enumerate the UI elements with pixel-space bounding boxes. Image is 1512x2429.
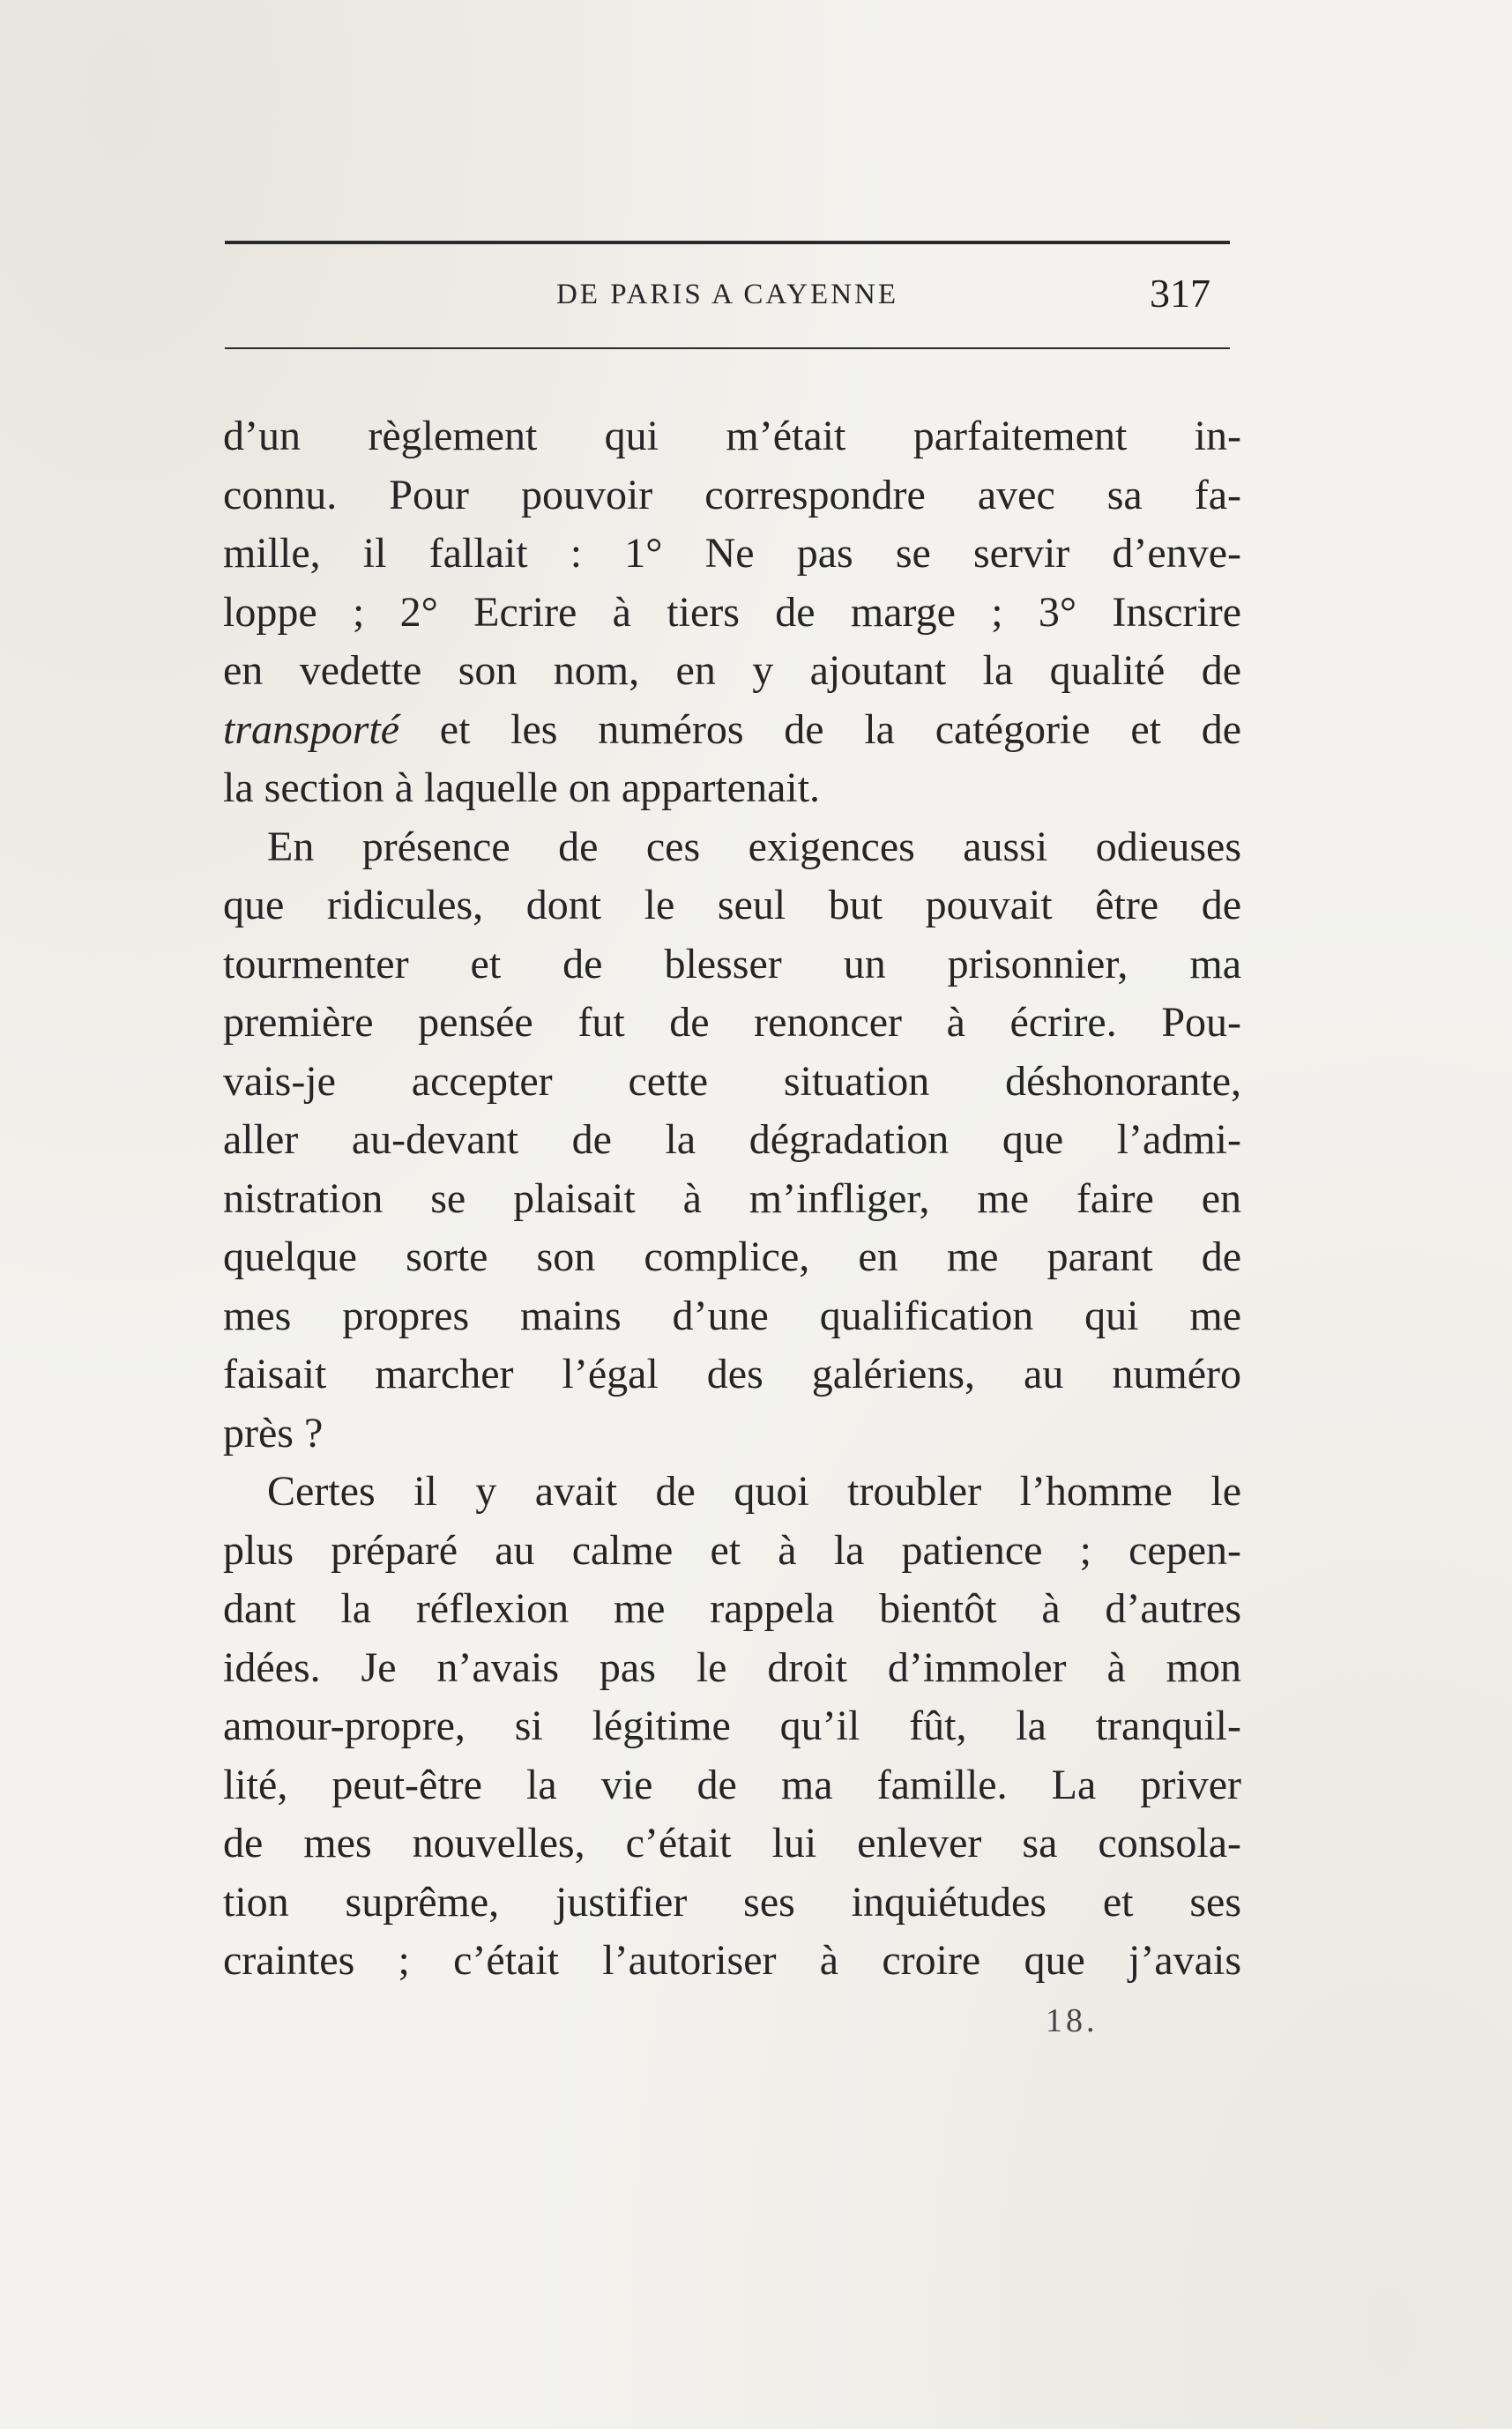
text-line: plus préparé au calme et à la patience ; cepen- bbox=[223, 1526, 1241, 1574]
text-line: idées. Je n’avais pas le droit d’immoler à mon bbox=[223, 1643, 1241, 1691]
text-line: En présence de ces exigences aussi odieuses bbox=[267, 823, 1241, 870]
text-line: nistration se plaisait à m’infliger, me faire en bbox=[223, 1174, 1241, 1222]
text-line: la section à laquelle on appartenait. bbox=[223, 764, 821, 811]
text-line: mes propres mains d’une qualification qui me bbox=[223, 1292, 1241, 1339]
signature-mark: 18. bbox=[1046, 2002, 1099, 2039]
text-line: en vedette son nom, en y ajoutant la qualité de bbox=[223, 647, 1241, 694]
header-top-rule bbox=[225, 241, 1230, 244]
text-line: lité, peut-être la vie de ma famille. La priver bbox=[223, 1761, 1241, 1808]
text-line: dant la réflexion me rappela bientôt à d’autres bbox=[223, 1585, 1241, 1632]
header-bottom-rule bbox=[225, 347, 1230, 349]
italic-word: transporté bbox=[223, 705, 400, 753]
text-line: connu. Pour pouvoir correspondre avec sa fa- bbox=[223, 471, 1241, 518]
text-line: faisait marcher l’égal des galériens, au numéro bbox=[223, 1351, 1241, 1397]
text-line: loppe ; 2° Ecrire à tiers de marge ; 3° Inscrire bbox=[223, 588, 1241, 636]
text-line: quelque sorte son complice, en me parant de bbox=[223, 1233, 1241, 1280]
running-title: DE PARIS A CAYENNE bbox=[555, 279, 899, 310]
text-line: aller au-devant de la dégradation que l’admi- bbox=[223, 1116, 1241, 1163]
text-line: craintes ; c’était l’autoriser à croire que j’avais bbox=[223, 1937, 1241, 1984]
text-line: Certes il y avait de quoi troubler l’homme le bbox=[267, 1468, 1241, 1515]
running-head bbox=[225, 270, 1230, 323]
text-line-rest: et les numéros de la catégorie et de bbox=[439, 705, 1242, 753]
text-line: tion suprême, justifier ses inquiétudes et ses bbox=[223, 1878, 1241, 1926]
text-line: de mes nouvelles, c’était lui enlever sa consola- bbox=[223, 1820, 1241, 1866]
text-line: amour-propre, si légitime qu’il fût, la tranquil- bbox=[223, 1703, 1241, 1749]
text-line: que ridicules, dont le seul but pouvait être de bbox=[223, 882, 1241, 928]
text-line-with-italic bbox=[223, 701, 1241, 760]
text-line: première pensée fut de renoncer à écrire. Pou- bbox=[223, 999, 1241, 1046]
page-number: 317 bbox=[1150, 271, 1210, 316]
text-line: près ? bbox=[223, 1409, 324, 1457]
text-line: d’un règlement qui m’était parfaitement in- bbox=[223, 413, 1241, 459]
body-text bbox=[223, 407, 1241, 1991]
text-line: vais-je accepter cette situation déshonorante, bbox=[223, 1057, 1241, 1105]
text-line: mille, il fallait : 1° Ne pas se servir d’enve- bbox=[223, 530, 1241, 577]
text-line: tourmenter et de blesser un prisonnier, ma bbox=[223, 940, 1241, 987]
